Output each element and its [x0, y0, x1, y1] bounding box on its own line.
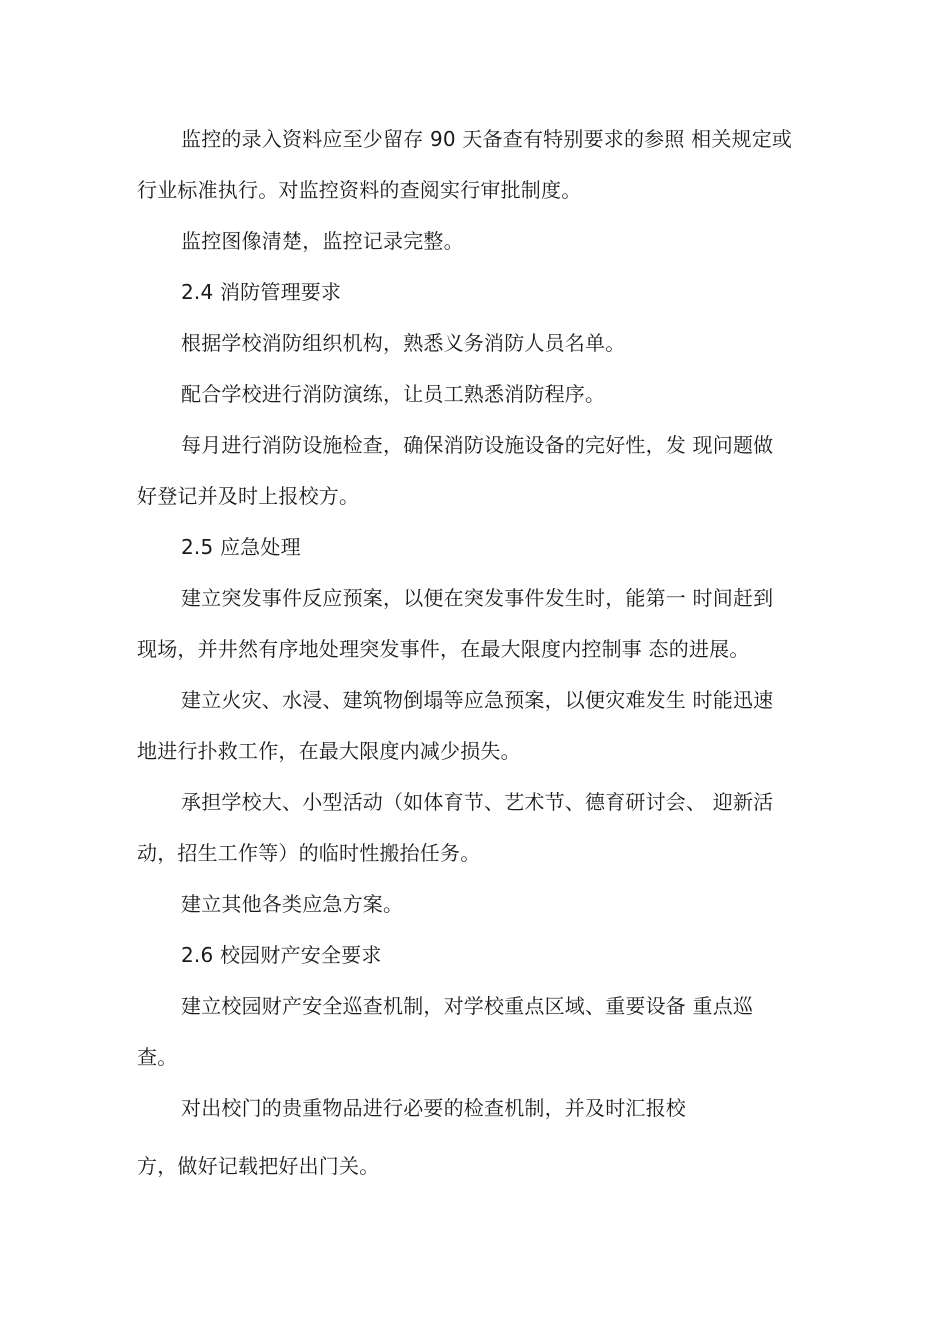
- paragraph-line: 每月进行消防设施检查，确保消防设施设备的完好性，发 现问题做: [181, 433, 774, 457]
- paragraph-line: 动，招生工作等）的临时性搬抬任务。: [137, 841, 481, 865]
- paragraph-line: 地进行扑救工作，在最大限度内减少损失。: [137, 739, 521, 763]
- paragraph-line: 配合学校进行消防演练，让员工熟悉消防程序。: [181, 382, 606, 406]
- section-heading: 2.4 消防管理要求: [181, 280, 342, 304]
- paragraph-line: 好登记并及时上报校方。: [137, 484, 360, 508]
- paragraph-line: 查。: [137, 1045, 178, 1069]
- paragraph-line: 行业标准执行。对监控资料的查阅实行审批制度。: [137, 178, 582, 202]
- paragraph-line: 建立其他各类应急方案。: [181, 892, 404, 916]
- section-heading: 2.5 应急处理: [181, 535, 301, 559]
- paragraph-line: 监控的录入资料应至少留存 90 天备查有特别要求的参照 相关规定或: [181, 127, 793, 151]
- paragraph-line: 对出校门的贵重物品进行必要的检查机制，并及时汇报校: [181, 1096, 686, 1120]
- paragraph-line: 建立火灾、水浸、建筑物倒塌等应急预案，以便灾难发生 时能迅速: [181, 688, 774, 712]
- paragraph-line: 现场，并井然有序地处理突发事件，在最大限度内控制事 态的进展。: [137, 637, 750, 661]
- paragraph-line: 承担学校大、小型活动（如体育节、艺术节、德育研讨会、 迎新活: [181, 790, 774, 814]
- paragraph-line: 监控图像清楚，监控记录完整。: [181, 229, 464, 253]
- paragraph-line: 方，做好记载把好出门关。: [137, 1154, 380, 1178]
- paragraph-line: 建立突发事件反应预案，以便在突发事件发生时，能第一 时间赶到: [181, 586, 774, 610]
- paragraph-line: 建立校园财产安全巡查机制，对学校重点区域、重要设备 重点巡: [181, 994, 754, 1018]
- section-heading: 2.6 校园财产安全要求: [181, 943, 382, 967]
- paragraph-line: 根据学校消防组织机构，熟悉义务消防人员名单。: [181, 331, 626, 355]
